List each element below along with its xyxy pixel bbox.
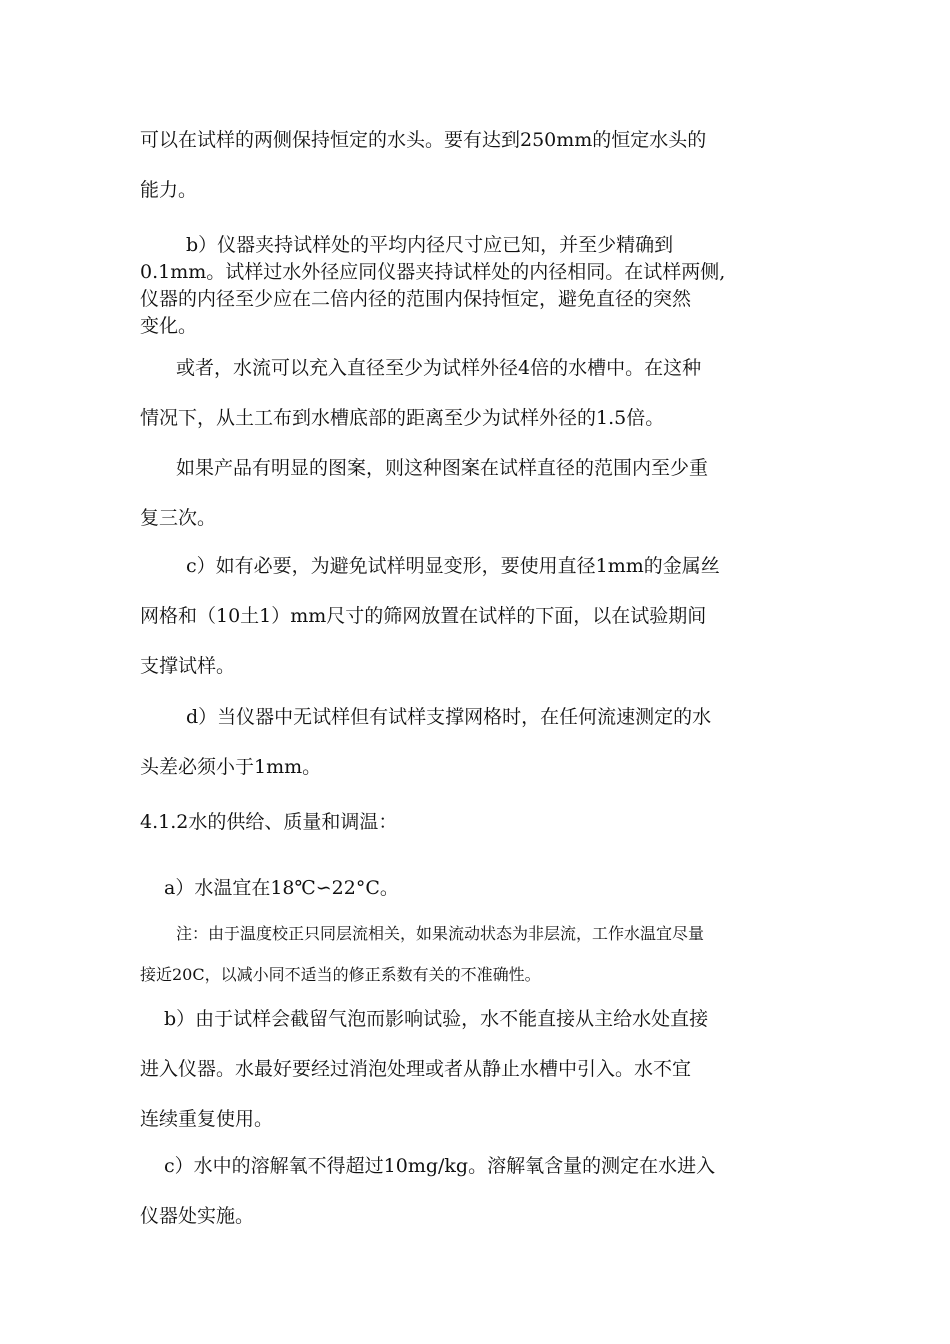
paragraph-water-tank bbox=[140, 343, 815, 443]
text-line: d）当仪器中无试样但有试样支撑网格时，在任何流速测定的水 bbox=[186, 706, 712, 728]
paragraph-pattern bbox=[140, 443, 815, 543]
text-line: a）水温宜在18℃∽22°C。 bbox=[164, 877, 399, 899]
text-line: 如果产品有明显的图案，则这种图案在试样直径的范围内至少重 bbox=[176, 457, 709, 479]
text-line: 能力。 bbox=[140, 179, 198, 201]
paragraph-item-b-air-bubbles bbox=[140, 994, 815, 1144]
text-line: 头差必须小于1mm。 bbox=[140, 756, 322, 778]
text-line: 连续重复使用。 bbox=[140, 1108, 274, 1130]
text-line: 情况下，从土工布到水槽底部的距离至少为试样外径的1.5倍。 bbox=[140, 407, 665, 429]
section-heading-4-1-2 bbox=[140, 797, 815, 847]
text-line: b）仪器夹持试样处的平均内径尺寸应已知，并至少精确到 bbox=[186, 234, 674, 256]
text-line: b）由于试样会截留气泡而影响试验，水不能直接从主给水处直接 bbox=[164, 1008, 709, 1030]
text-line: 或者，水流可以充入直径至少为试样外径4倍的水槽中。在这种 bbox=[176, 357, 702, 379]
text-line: 仪器处实施。 bbox=[140, 1205, 255, 1227]
text-line: 变化。 bbox=[140, 315, 198, 337]
text-line: 可以在试样的两侧保持恒定的水头。要有达到250mm的恒定水头的 bbox=[140, 129, 707, 151]
text-line: 4.1.2水的供给、质量和调温： bbox=[140, 811, 398, 833]
text-line: 进入仪器。水最好要经过消泡处理或者从静止水槽中引入。水不宜 bbox=[140, 1058, 692, 1080]
text-line: 0.1mm。试样过水外径应同仪器夹持试样处的内径相同。在试样两侧, bbox=[140, 261, 726, 283]
text-line: c）水中的溶解氧不得超过10mg/kg。溶解氧含量的测定在水进入 bbox=[164, 1155, 716, 1177]
text-line: 接近20C，以减小同不适当的修正系数有关的不准确性。 bbox=[140, 965, 541, 984]
paragraph-item-b-inner-diameter bbox=[140, 232, 815, 340]
text-line: 支撑试样。 bbox=[140, 655, 236, 677]
paragraph-item-c-support-mesh bbox=[140, 541, 815, 691]
text-line: 注：由于温度校正只同层流相关，如果流动状态为非层流，工作水温宜尽量 bbox=[176, 924, 705, 943]
text-line: c）如有必要，为避免试样明显变形，要使用直径1mm的金属丝 bbox=[186, 555, 720, 577]
paragraph-item-d-head-difference bbox=[140, 692, 815, 792]
text-line: 仪器的内径至少应在二倍内径的范围内保持恒定，避免直径的突然 bbox=[140, 288, 692, 310]
note-temperature-correction bbox=[140, 913, 815, 995]
paragraph-constant-head bbox=[140, 115, 815, 215]
text-line: 复三次。 bbox=[140, 507, 217, 529]
paragraph-item-a-water-temperature bbox=[140, 863, 815, 913]
paragraph-item-c-dissolved-oxygen bbox=[140, 1141, 815, 1241]
text-line: 网格和（10土1）mm尺寸的筛网放置在试样的下面，以在试验期间 bbox=[140, 605, 707, 627]
